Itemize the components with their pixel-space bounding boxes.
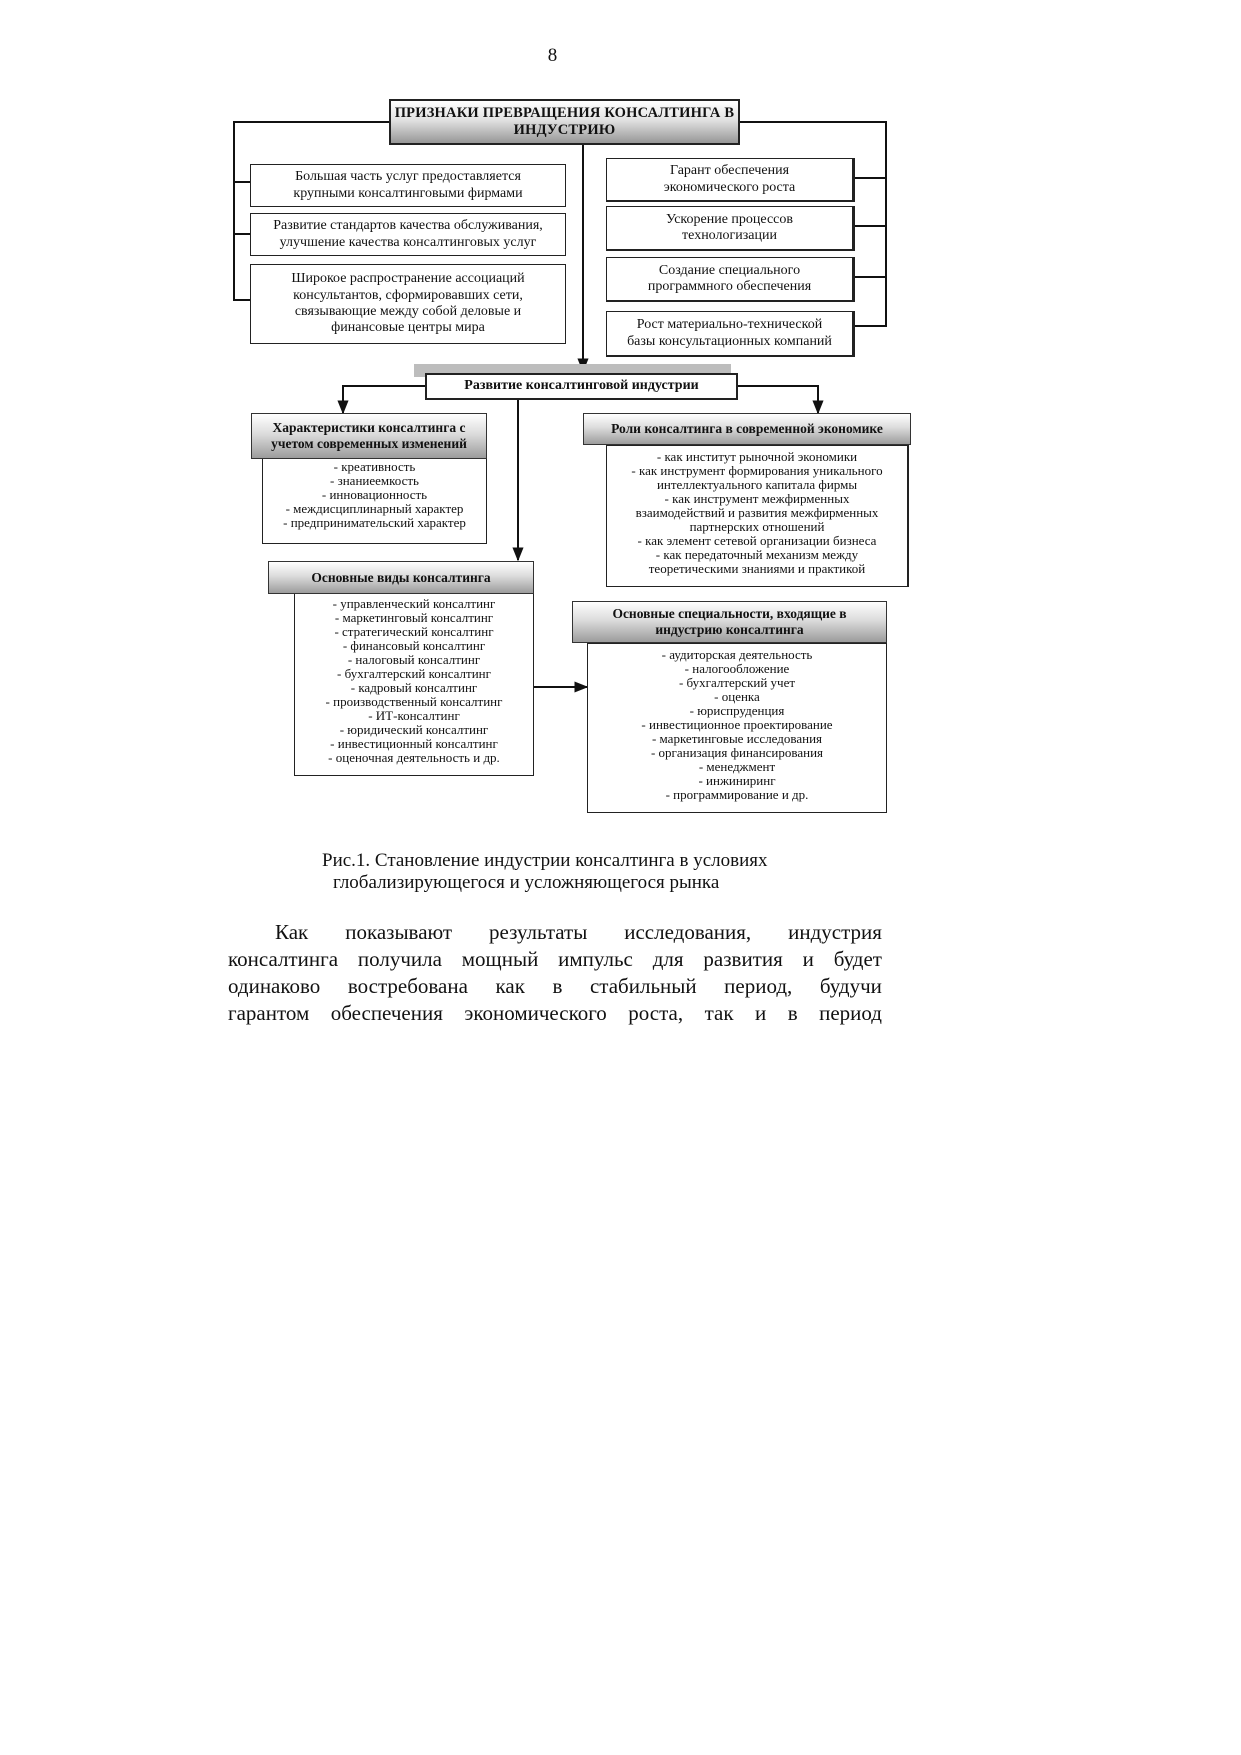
body-word: период <box>819 1001 882 1025</box>
list-item: - инвестиционное проектирование <box>641 717 833 732</box>
body-word: обеспечения <box>330 1001 443 1025</box>
list-item: - как институт рыночной экономики <box>656 449 858 464</box>
body-word: экономического <box>464 1001 607 1025</box>
list-item: - междисциплинарный характер <box>285 501 464 516</box>
body-word: будучи <box>819 974 882 998</box>
page-number: 8 <box>547 45 558 66</box>
list-item: - как инструмент межфирменных <box>664 491 850 506</box>
list-item: - оценочная деятельность и др. <box>328 750 500 765</box>
list-item: - предпринимательский характер <box>283 515 466 530</box>
list-item: - креативность <box>333 459 416 474</box>
characteristics-list <box>262 455 487 544</box>
list-item: теоретическими знаниями и практикой <box>648 561 866 576</box>
characteristics-header: Характеристики консалтинга с учетом современных изменений <box>251 413 487 459</box>
list-item: - знаниеемкость <box>330 473 419 488</box>
figure-caption <box>322 850 768 894</box>
left-sign-box: Широкое распространение ассоциаций консультантов, сформировавших сети, связывающие между собой деловые и финансовые центры мира <box>250 264 566 344</box>
specialties-list <box>587 643 887 813</box>
body-word: и <box>802 947 814 971</box>
list-item: - производственный консалтинг <box>325 694 503 709</box>
list-item: - маркетинговый консалтинг <box>334 610 494 625</box>
right-sign-box: Гарант обеспечения экономического роста <box>606 158 855 202</box>
list-item: - финансовый консалтинг <box>342 638 486 653</box>
caption-line: Рис.1. Становление индустрии консалтинга в условиях <box>322 850 768 871</box>
list-item: взаимодействий и развития межфирменных <box>635 505 879 520</box>
list-item: партнерских отношений <box>689 519 825 534</box>
body-word: индустрия <box>788 920 882 944</box>
roles-list <box>606 445 909 587</box>
list-item: - юриспруденция <box>689 703 785 718</box>
body-word: будет <box>833 947 882 971</box>
body-word: импульс <box>558 947 633 971</box>
list-item: - бухгалтерский учет <box>678 675 796 690</box>
body-word: в <box>552 974 563 998</box>
development-box: Развитие консалтинговой индустрии <box>425 373 738 400</box>
list-item: - кадровый консалтинг <box>350 680 478 695</box>
types-header: Основные виды консалтинга <box>268 561 534 594</box>
body-word: консалтинга <box>228 947 339 971</box>
list-item: - оценка <box>714 689 760 704</box>
list-item: - налоговый консалтинг <box>347 652 481 667</box>
list-item: - управленческий консалтинг <box>332 596 496 611</box>
body-line-2 <box>228 973 882 1000</box>
arrow-to-characteristics <box>343 386 425 413</box>
body-line-1 <box>228 946 882 973</box>
body-word: так <box>704 1001 734 1025</box>
list-item: - инновационность <box>321 487 428 502</box>
body-line-3 <box>228 1000 882 1027</box>
right-sign-box: Рост материально-технической базы консультационных компаний <box>606 311 855 357</box>
list-item: - как элемент сетевой организации бизнеса <box>637 533 877 548</box>
list-item: - аудиторская деятельность <box>661 647 813 662</box>
body-word: развития <box>703 947 783 971</box>
diagram-title: ПРИЗНАКИ ПРЕВРАЩЕНИЯ КОНСАЛТИНГА В ИНДУСТРИЮ <box>389 99 740 145</box>
list-item: - программирование и др. <box>665 787 809 802</box>
arrow-to-roles <box>738 386 818 413</box>
body-word: стабильный <box>589 974 697 998</box>
list-item: - ИТ-консалтинг <box>368 708 460 723</box>
body-word: востребована <box>347 974 468 998</box>
body-word: для <box>652 947 684 971</box>
list-item: - стратегический консалтинг <box>334 624 494 639</box>
body-word: гарантом <box>228 1001 310 1025</box>
list-item: - как инструмент формирования уникального <box>631 463 883 478</box>
body-line-0 <box>228 919 882 946</box>
body-word: одинаково <box>228 974 321 998</box>
body-word: показывают <box>345 920 453 944</box>
list-item: - бухгалтерский консалтинг <box>337 666 491 681</box>
body-word: Как <box>275 920 309 944</box>
body-word: роста, <box>628 1001 684 1025</box>
left-sign-box: Развитие стандартов качества обслуживания, улучшение качества консалтинговых услуг <box>250 213 566 256</box>
body-word: получила <box>357 947 442 971</box>
list-item: - менеджмент <box>698 759 776 774</box>
list-item: интеллектуального капитала фирмы <box>656 477 858 492</box>
body-word: в <box>787 1001 798 1025</box>
list-item: - как передаточный механизм между <box>655 547 859 562</box>
list-item: - налогообложение <box>684 661 790 676</box>
roles-header: Роли консалтинга в современной экономике <box>583 413 911 445</box>
left-sign-box: Большая часть услуг предоставляется крупными консалтинговыми фирмами <box>250 164 566 207</box>
body-word: как <box>495 974 525 998</box>
right-sign-box: Создание специального программного обеспечения <box>606 257 855 302</box>
list-item: - инвестиционный консалтинг <box>330 736 498 751</box>
right-sign-box: Ускорение процессов технологизации <box>606 206 855 251</box>
types-list <box>294 592 534 776</box>
list-item: - юридический консалтинг <box>339 722 489 737</box>
specialties-header: Основные специальности, входящие в индустрию консалтинга <box>572 601 887 643</box>
list-item: - инжиниринг <box>698 773 776 788</box>
body-word: мощный <box>461 947 539 971</box>
caption-line: глобализирующегося и усложняющегося рынка <box>333 872 720 893</box>
body-word: период, <box>724 974 793 998</box>
body-word: исследования, <box>624 920 752 944</box>
list-item: - организация финансирования <box>650 745 824 760</box>
body-word: результаты <box>489 920 588 944</box>
list-item: - маркетинговые исследования <box>651 731 823 746</box>
body-word: и <box>755 1001 767 1025</box>
